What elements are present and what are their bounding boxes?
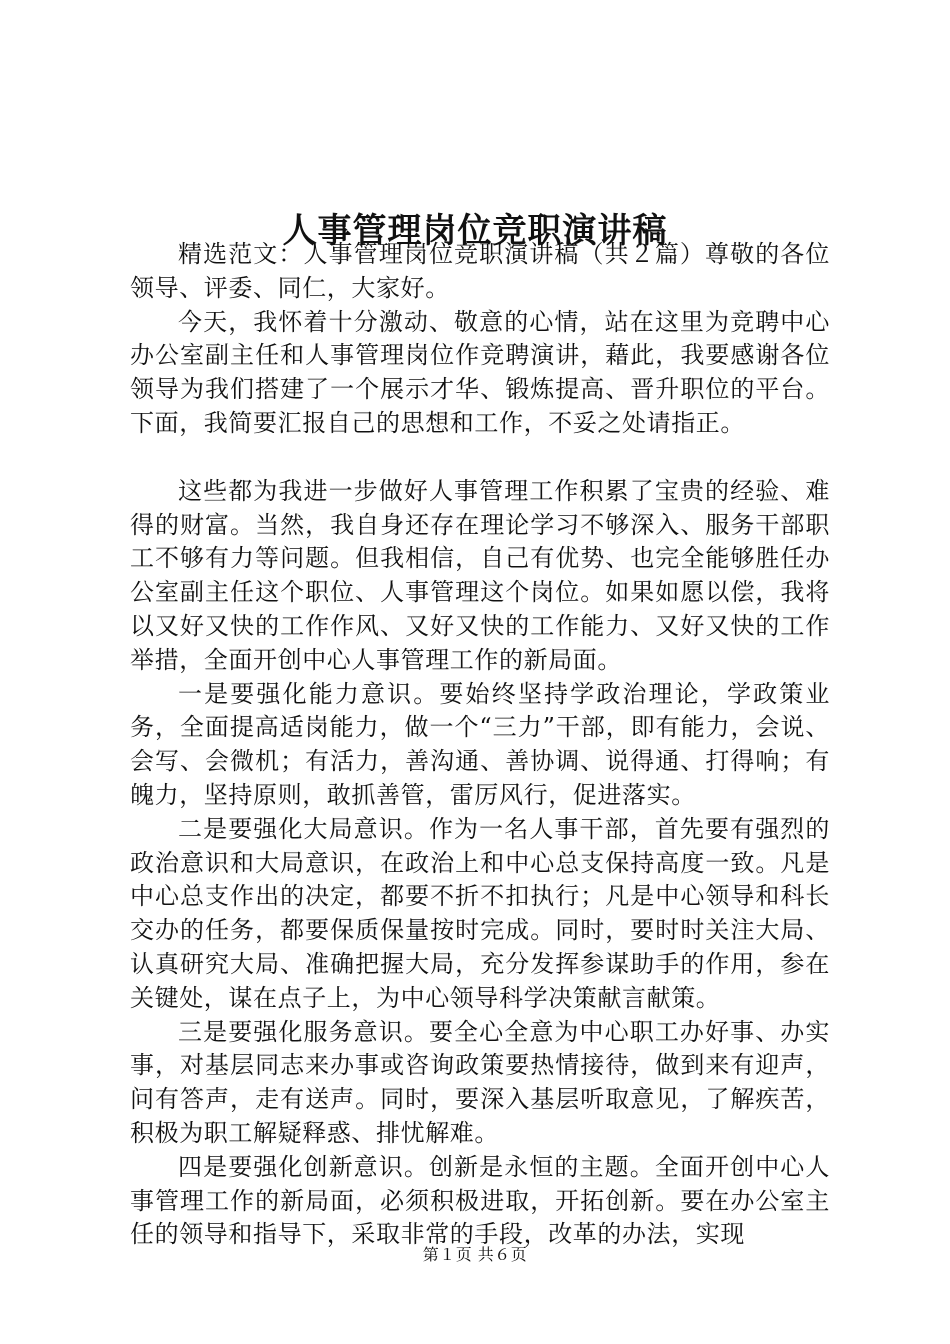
paragraph-point-one: 一是要强化能力意识。要始终坚持学政治理论，学政策业务，全面提高适岗能力，做一个“三力”干部，即有能力，会说、会写、会微机；有活力，善沟通、善协调、说得通、打得响；有魄力，坚持原则，敢抓善管，雷厉风行，促进落实。 bbox=[130, 679, 830, 809]
paragraph-intro: 精选范文：人事管理岗位竞职演讲稿（共２篇）尊敬的各位领导、评委、同仁，大家好。 bbox=[130, 240, 830, 302]
page-title: 人事管理岗位竞职演讲稿 bbox=[282, 210, 668, 251]
paragraph-experience: 这些都为我进一步做好人事管理工作积累了宝贵的经验、难得的财富。当然，我自身还存在理论学习不够深入、服务干部职工不够有力等问题。但我相信，自己有优势、也完全能够胜任办公室副主任这个职位、人事管理这个岗位。如果如愿以偿，我将以又好又快的工作作风、又好又快的工作能力、又好又快的工作举措，全面开创中心人事管理工作的新局面。 bbox=[130, 476, 830, 674]
paragraph-point-two: 二是要强化大局意识。作为一名人事干部，首先要有强烈的政治意识和大局意识，在政治上和中心总支保持高度一致。凡是中心总支作出的决定，都要不折不扣执行；凡是中心领导和科长交办的任务，都要保质保量按时完成。同时，要时时关注大局、认真研究大局、准确把握大局，充分发挥参谋助手的作用，参在关键处，谋在点子上，为中心领导科学决策献言献策。 bbox=[130, 814, 830, 1012]
page-footer: 第１页 共６页 bbox=[422, 1245, 528, 1264]
document-body bbox=[130, 238, 830, 1252]
paragraph-point-three: 三是要强化服务意识。要全心全意为中心职工办好事、办实事，对基层同志来办事或咨询政策要热情接待，做到来有迎声，问有答声，走有送声。同时，要深入基层听取意见，了解疾苦，积极为职工解疑释惑、排忧解难。 bbox=[130, 1017, 830, 1147]
paragraph-opening: 今天，我怀着十分激动、敬意的心情，站在这里为竞聘中心办公室副主任和人事管理岗位作竞聘演讲，藉此，我要感谢各位领导为我们搭建了一个展示才华、锻炼提高、晋升职位的平台。下面，我简要汇报自己的思想和工作，不妥之处请指正。 bbox=[130, 307, 830, 437]
paragraph-gap bbox=[130, 441, 830, 475]
paragraph-point-four: 四是要强化创新意识。创新是永恒的主题。全面开创中心人事管理工作的新局面，必须积极进取，开拓创新。要在办公室主任的领导和指导下，采取非常的手段，改革的办法，实现 bbox=[130, 1152, 830, 1249]
